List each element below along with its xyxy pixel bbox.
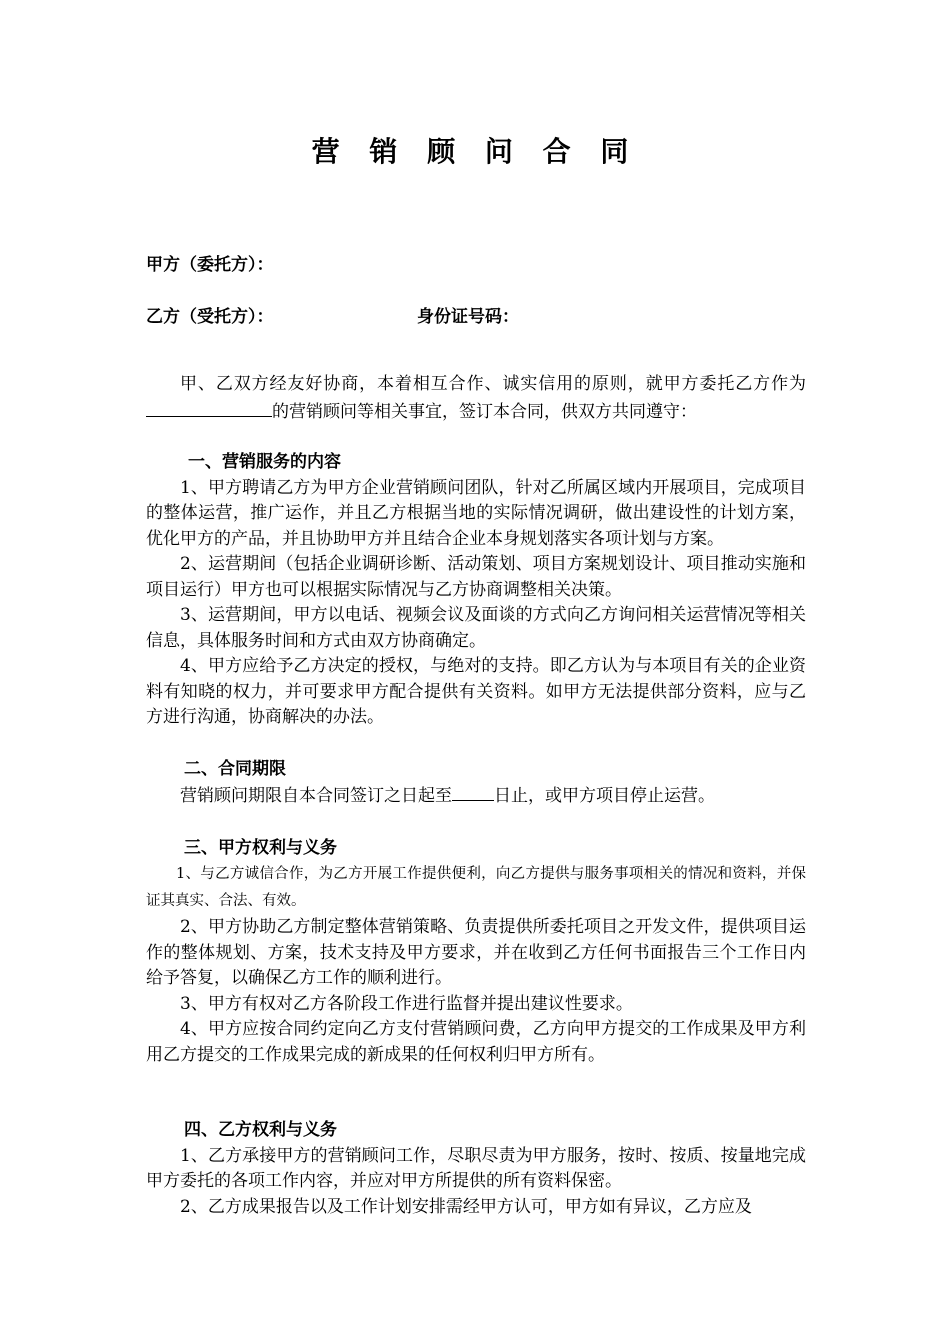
section-3-item-1: 1、与乙方诚信合作，为乙方开展工作提供便利，向乙方提供与服务事项相关的情况和资料，并保证其真实、合法、有效。 <box>146 866 806 909</box>
party-b-label: 乙方（受托方）： <box>146 307 274 327</box>
section-2-item-1 <box>146 782 806 810</box>
term-text-2: 日止，或甲方项目停止运营。 <box>494 786 715 806</box>
party-a-label: 甲方（委托方）： <box>146 255 274 275</box>
intro-text-2: 的营销顾问等相关事宜，签订本合同，供双方共同遵守： <box>272 401 697 422</box>
contract-body <box>146 372 806 1220</box>
section-3-heading: 三、甲方权利与义务 <box>184 837 337 858</box>
section-4-heading: 四、乙方权利与义务 <box>184 1120 337 1140</box>
section-3-item-4: 4、甲方应按合同约定向乙方支付营销顾问费，乙方向甲方提交的工作成果及甲方利用乙方提交的工作成果完成的新成果的任何权利归甲方所有。 <box>146 1019 806 1065</box>
section-1-heading: 一、营销服务的内容 <box>188 452 341 472</box>
section-1-item-3: 3、运营期间，甲方以电话、视频会议及面谈的方式向乙方询问相关运营情况等相关信息，具体服务时间和方式由双方协商确定。 <box>146 605 806 651</box>
section-3-item-3: 3、甲方有权对乙方各阶段工作进行监督并提出建议性要求。 <box>180 993 633 1014</box>
term-end-blank-line <box>452 782 494 801</box>
section-3-item-2: 2、甲方协助乙方制定整体营销策略、负责提供所委托项目之开发文件，提供项目运作的整体规划、方案，技术支持及甲方要求，并在收到乙方任何书面报告三个工作日内给予答复，以确保乙方工作的顺利进行。 <box>146 917 806 988</box>
term-text-1: 营销顾问期限自本合同签订之日起至 <box>180 786 452 806</box>
id-number-label: 身份证号码： <box>417 307 519 327</box>
section-1-item-1: 1、甲方聘请乙方为甲方企业营销顾问团队，针对乙所属区域内开展项目，完成项目的整体运营，推广运作，并且乙方根据当地的实际情况调研，做出建设性的计划方案，优化甲方的产品，并且协助甲方并且结合企业本身规划落实各项计划与方案。 <box>146 477 806 549</box>
section-1-item-2: 2、运营期间（包括企业调研诊断、活动策划、项目方案规划设计、项目推动实施和项目运行）甲方也可以根据实际情况与乙方协商调整相关决策。 <box>146 554 806 600</box>
document-title: 营 销 顾 问 合 同 <box>311 135 639 168</box>
section-1-item-4: 4、甲方应给予乙方决定的授权，与绝对的支持。即乙方认为与本项目有关的企业资料有知晓的权力，并可要求甲方配合提供有关资料。如甲方无法提供部分资料，应与乙方进行沟通，协商解决的办法。 <box>146 656 806 727</box>
intro-paragraph <box>146 372 806 425</box>
section-2-heading: 二、合同期限 <box>184 758 286 779</box>
section-4-item-1: 1、乙方承接甲方的营销顾问工作，尽职尽责为甲方服务，按时、按质、按量地完成甲方委托的各项工作内容，并应对甲方所提供的所有资料保密。 <box>146 1145 806 1191</box>
project-blank-line <box>146 398 272 417</box>
intro-text-1: 甲、乙双方经友好协商，本着相互合作、诚实信用的原则，就甲方委托乙方作为 <box>180 374 806 394</box>
section-4-item-2: 2、乙方成果报告以及工作计划安排需经甲方认可，甲方如有异议，乙方应及 <box>180 1196 752 1217</box>
